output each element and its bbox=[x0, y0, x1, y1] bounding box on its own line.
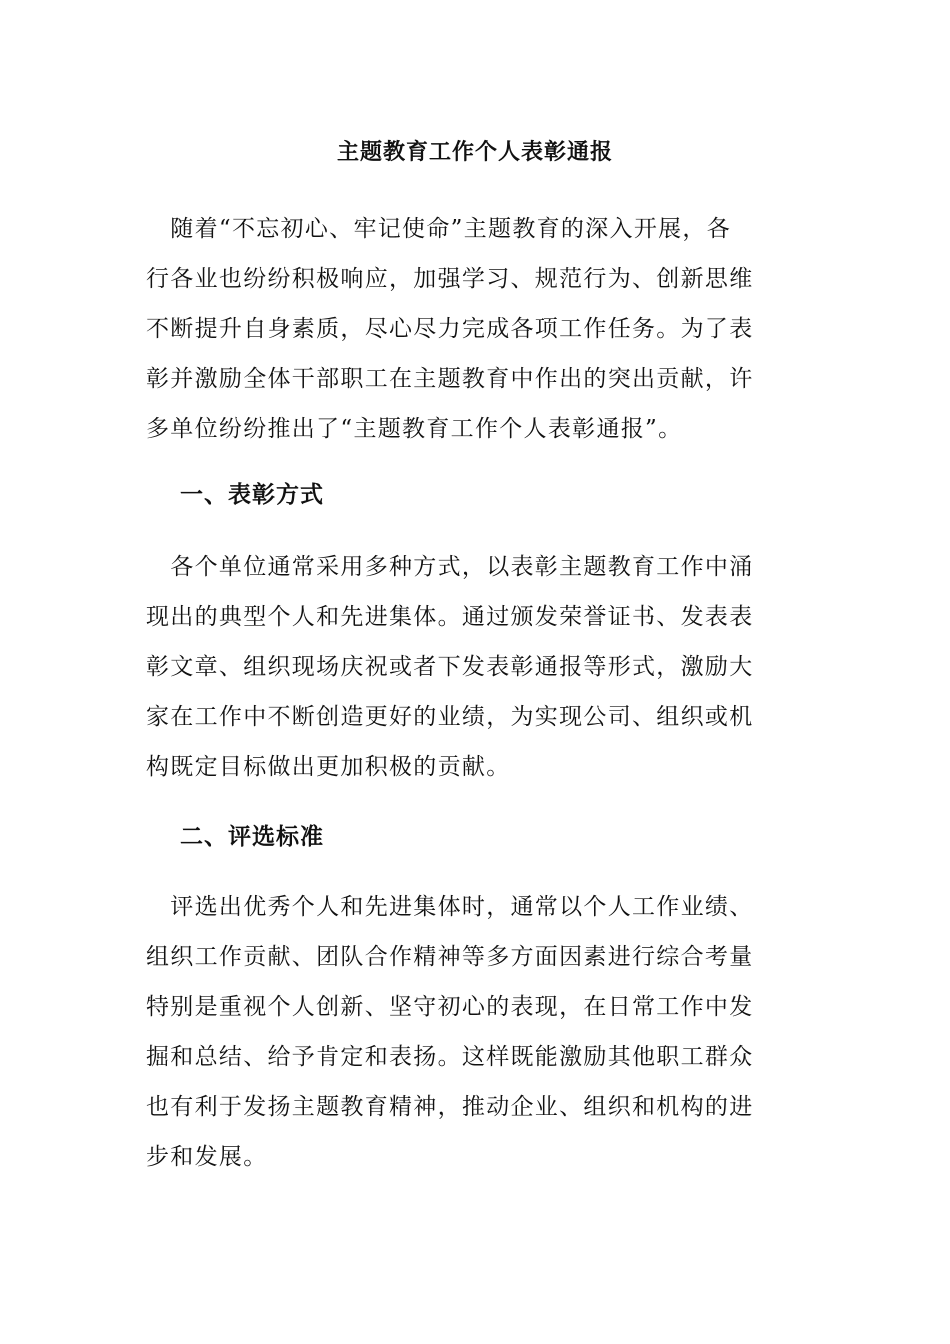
paragraph-line: 随着“不忘初心、牢记使命”主题教育的深入开展，各 bbox=[146, 216, 732, 242]
paragraph-line: 各个单位通常采用多种方式，以表彰主题教育工作中涌 bbox=[146, 554, 754, 580]
paragraph-line: 家在工作中不断创造更好的业绩，为实现公司、组织或机 bbox=[146, 704, 754, 730]
section-paragraph-selection-criteria bbox=[146, 882, 804, 1182]
paragraph-line: 多单位纷纷推出了“主题教育工作个人表彰通报”。 bbox=[146, 416, 683, 442]
paragraph-line: 彰文章、组织现场庆祝或者下发表彰通报等形式，激励大 bbox=[146, 654, 754, 680]
paragraph-line: 特别是重视个人创新、坚守初心的表现，在日常工作中发 bbox=[146, 994, 754, 1020]
document-title: 主题教育工作个人表彰通报 bbox=[336, 139, 613, 165]
section-heading-selection-criteria: 二、评选标准 bbox=[180, 823, 324, 850]
paragraph-line: 步和发展。 bbox=[146, 1144, 268, 1170]
paragraph-line: 构既定目标做出更加积极的贡献。 bbox=[146, 754, 511, 780]
paragraph-line: 行各业也纷纷积极响应，加强学习、规范行为、创新思维 bbox=[146, 266, 754, 292]
paragraph-line: 掘和总结、给予肯定和表扬。这样既能激励其他职工群众 bbox=[146, 1044, 754, 1070]
intro-paragraph bbox=[146, 204, 804, 454]
paragraph-line: 不断提升自身素质，尽心尽力完成各项工作任务。为了表 bbox=[146, 316, 754, 342]
section-heading-award-methods: 一、表彰方式 bbox=[180, 481, 324, 508]
paragraph-line: 评选出优秀个人和先进集体时，通常以个人工作业绩、 bbox=[146, 894, 754, 920]
paragraph-line: 彰并激励全体干部职工在主题教育中作出的突出贡献，许 bbox=[146, 366, 754, 392]
section-paragraph-award-methods bbox=[146, 542, 804, 792]
paragraph-line: 现出的典型个人和先进集体。通过颁发荣誉证书、发表表 bbox=[146, 604, 754, 630]
paragraph-line: 组织工作贡献、团队合作精神等多方面因素进行综合考量 bbox=[146, 944, 754, 970]
paragraph-line: 也有利于发扬主题教育精神，推动企业、组织和机构的进 bbox=[146, 1094, 754, 1120]
